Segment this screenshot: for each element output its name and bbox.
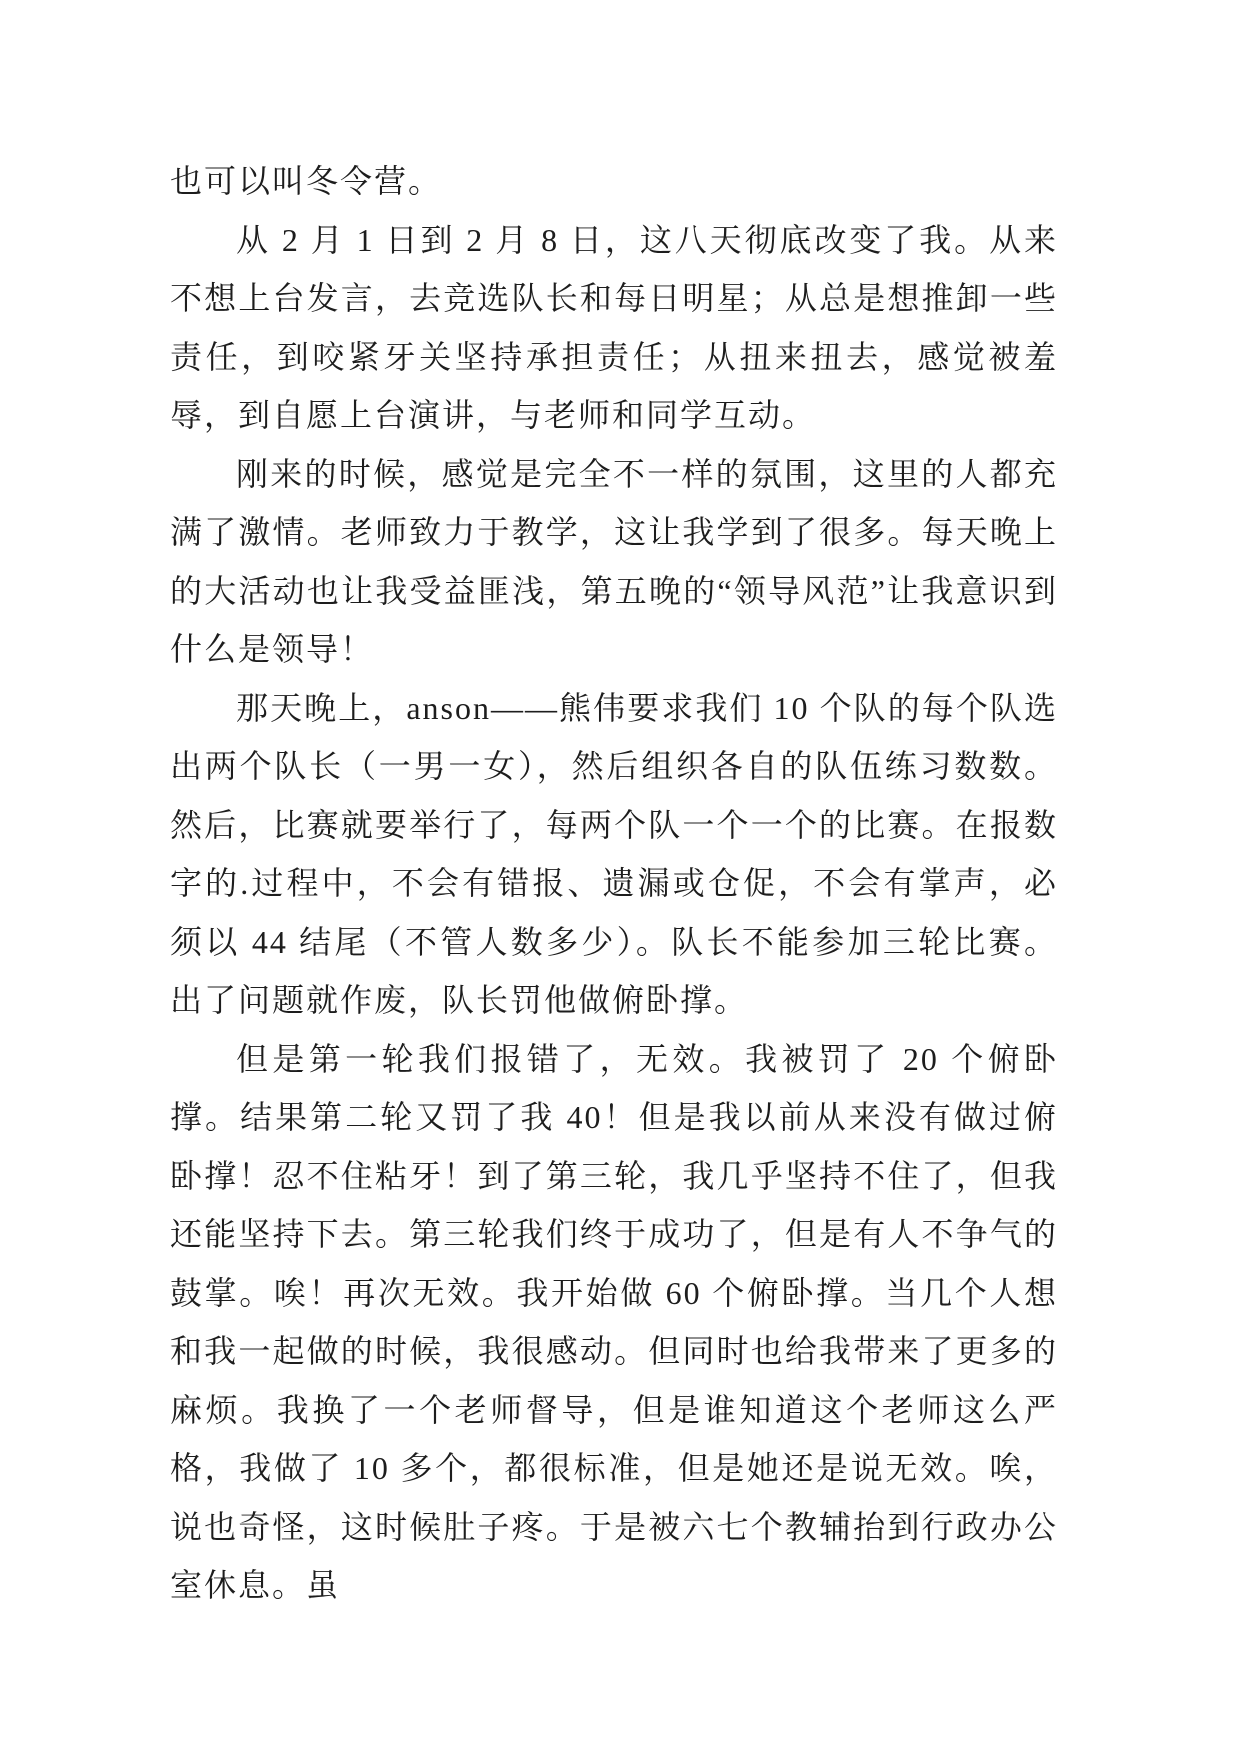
paragraph-4: 那天晚上，anson——熊伟要求我们 10 个队的每个队选出两个队长（一男一女），然后组织各自的队伍练习数数。然后，比赛就要举行了，每两个队一个一个的比赛。在报数字的.过程中，不会有错报、遗漏或仓促，不会有掌声，必须以 44 结尾（不管人数多少）。队长不能参加三轮比赛。出了问题就作废，队长罚他做俯卧撑。 (170, 689, 1058, 1018)
paragraph-5: 但是第一轮我们报错了，无效。我被罚了 20 个俯卧撑。结果第二轮又罚了我 40！但是我以前从来没有做过俯卧撑！忍不住粘牙！到了第三轮，我几乎坚持不住了，但我还能坚持下去。第三轮我们终于成功了，但是有人不争气的鼓掌。唉！再次无效。我开始做 60 个俯卧撑。当几个人想和我一起做的时候，我很感动。但同时也给我带来了更多的麻烦。我换了一个老师督导，但是谁知道这个老师这么严格，我做了 10 多个，都很标准，但是她还是说无效。唉，说也奇怪，这时候肚子疼。于是被六七个教辅抬到行政办公室休息。虽 (170, 1040, 1058, 1603)
paragraph-3: 刚来的时候，感觉是完全不一样的氛围，这里的人都充满了激情。老师致力于教学，这让我学到了很多。每天晚上的大活动也让我受益匪浅，第五晚的“领导风范”让我意识到什么是领导！ (170, 455, 1058, 667)
document-body (170, 152, 1058, 1615)
paragraph-1: 也可以叫冬令营。 (170, 163, 443, 199)
paragraph-2: 从 2 月 1 日到 2 月 8 日，这八天彻底改变了我。从来不想上台发言，去竞选队长和每日明星；从总是想推卸一些责任，到咬紧牙关坚持承担责任；从扭来扭去，感觉被羞辱，到自愿上台演讲，与老师和同学互动。 (170, 221, 1058, 433)
